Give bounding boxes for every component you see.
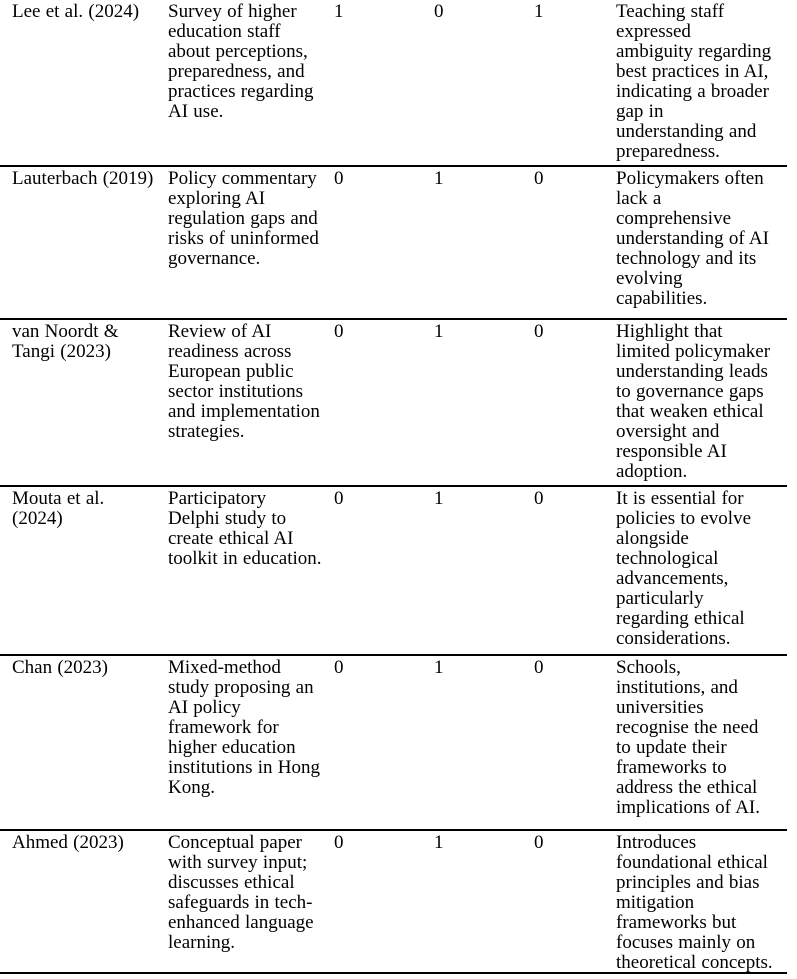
table-row bbox=[0, 167, 787, 320]
description-cell: Policy commentary exploring AI regulation gaps and risks of uninformed governance. bbox=[168, 168, 319, 269]
description-cell: Participatory Delphi study to create ethical AI toolkit in education. bbox=[168, 488, 322, 569]
score-cell-3: 0 bbox=[534, 321, 544, 342]
findings-cell: Teaching staff expressed ambiguity regarding best practices in AI, indicating a broader gap in understanding and preparedness. bbox=[616, 1, 772, 162]
score-cell-2: 1 bbox=[434, 657, 444, 678]
score-cell-3: 0 bbox=[534, 832, 544, 853]
findings-cell: Highlight that limited policymaker understanding leads to governance gaps that weaken ethical oversight and responsible AI adoption. bbox=[616, 321, 771, 482]
description-cell: Review of AI readiness across European public sector institutions and implementation strategies. bbox=[168, 321, 320, 442]
author-cell: Chan (2023) bbox=[12, 657, 109, 678]
score-cell-3: 0 bbox=[534, 657, 544, 678]
findings-cell: Policymakers often lack a comprehensive understanding of AI technology and its evolving capabilities. bbox=[616, 168, 769, 309]
table-row bbox=[0, 0, 787, 167]
findings-cell: Schools, institutions, and universities recognise the need to update their frameworks to address the ethical implications of AI. bbox=[616, 657, 761, 818]
author-cell: Ahmed (2023) bbox=[12, 832, 124, 853]
score-cell-3: 0 bbox=[534, 168, 544, 189]
author-cell: Lee et al. (2024) bbox=[12, 1, 140, 22]
findings-cell: It is essential for policies to evolve alongside technological advancements, particularly regarding ethical considerations. bbox=[616, 488, 752, 649]
score-cell-2: 1 bbox=[434, 321, 444, 342]
findings-cell: Introduces foundational ethical principles and bias mitigation frameworks but focuses mainly on theoretical concepts. bbox=[616, 832, 773, 973]
score-cell-1: 0 bbox=[334, 321, 344, 342]
score-cell-2: 1 bbox=[434, 832, 444, 853]
table-row bbox=[0, 320, 787, 487]
description-cell: Survey of higher education staff about perceptions, preparedness, and practices regarding AI use. bbox=[168, 1, 314, 122]
score-cell-3: 1 bbox=[534, 1, 544, 22]
table-row bbox=[0, 656, 787, 831]
score-cell-2: 0 bbox=[434, 1, 444, 22]
score-cell-3: 0 bbox=[534, 488, 544, 509]
table-row bbox=[0, 831, 787, 974]
score-cell-2: 1 bbox=[434, 168, 444, 189]
author-cell: Mouta et al. (2024) bbox=[12, 488, 105, 529]
score-cell-2: 1 bbox=[434, 488, 444, 509]
score-cell-1: 0 bbox=[334, 657, 344, 678]
score-cell-1: 1 bbox=[334, 1, 344, 22]
score-cell-1: 0 bbox=[334, 488, 344, 509]
score-cell-1: 0 bbox=[334, 168, 344, 189]
score-cell-1: 0 bbox=[334, 832, 344, 853]
author-cell: Lauterbach (2019) bbox=[12, 168, 154, 189]
author-cell: van Noordt & Tangi (2023) bbox=[12, 321, 119, 362]
description-cell: Conceptual paper with survey input; discusses ethical safeguards in tech-enhanced language learning. bbox=[168, 832, 314, 953]
description-cell: Mixed-method study proposing an AI policy framework for higher education institutions in Hong Kong. bbox=[168, 657, 320, 798]
table-row bbox=[0, 487, 787, 656]
